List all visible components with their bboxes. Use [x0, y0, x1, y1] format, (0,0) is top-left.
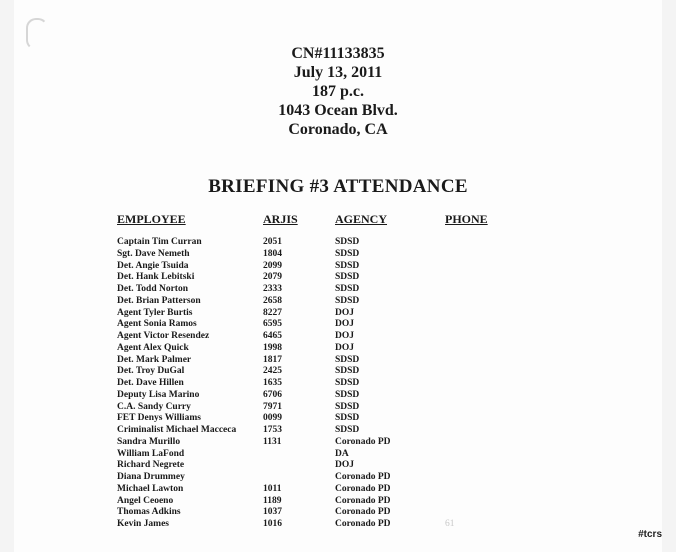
arjis-cell: 1635 — [263, 378, 282, 388]
table-row — [0, 331, 676, 343]
table-row — [0, 390, 676, 402]
table-row — [0, 366, 676, 378]
penal-code: 187 p.c. — [312, 83, 364, 100]
employee-cell: Criminalist Michael Macceca — [117, 425, 237, 435]
table-row — [0, 472, 676, 484]
agency-cell: SDSD — [335, 366, 360, 377]
column-header-phone: PHONE — [445, 212, 488, 226]
arjis-cell: 1131 — [263, 436, 282, 447]
agency-cell: Coronado PD — [335, 436, 391, 447]
employee-cell: Richard Negrete — [117, 460, 185, 471]
employee-cell: Kevin James — [117, 519, 169, 529]
arjis-cell: 2425 — [263, 366, 282, 377]
agency-cell: SDSD — [335, 237, 360, 247]
employee-cell: Agent Sonia Ramos — [117, 319, 197, 330]
arjis-cell: 2333 — [263, 284, 282, 294]
table-row — [0, 284, 676, 296]
arjis-cell: 6706 — [263, 389, 282, 400]
employee-cell: Det. Troy DuGal — [117, 366, 185, 377]
table-row — [0, 343, 676, 355]
table-row — [0, 237, 676, 249]
agency-cell: DOJ — [335, 319, 354, 330]
agency-cell: SDSD — [335, 248, 360, 259]
employee-cell: Captain Tim Curran — [117, 237, 202, 247]
table-row — [0, 249, 676, 261]
agency-cell: SDSD — [335, 401, 360, 412]
agency-cell: SDSD — [335, 272, 360, 283]
table-row — [0, 261, 676, 273]
arjis-cell: 2658 — [263, 295, 282, 306]
agency-cell: SDSD — [335, 389, 360, 400]
agency-cell: SDSD — [335, 425, 360, 435]
table-row — [0, 296, 676, 308]
agency-cell: SDSD — [335, 378, 360, 388]
arjis-cell: 2079 — [263, 272, 282, 283]
column-header-employee: EMPLOYEE — [117, 212, 186, 226]
table-row — [0, 496, 676, 508]
employee-cell: Agent Alex Quick — [117, 342, 189, 353]
case-number: CN#11133835 — [291, 45, 385, 62]
agency-cell: DA — [335, 448, 349, 459]
agency-cell: SDSD — [335, 354, 360, 365]
agency-cell: Coronado PD — [335, 472, 391, 482]
agency-cell: SDSD — [335, 284, 360, 294]
employee-cell: Det. Todd Norton — [117, 284, 188, 294]
agency-cell: Coronado PD — [335, 495, 391, 506]
agency-cell: DOJ — [335, 307, 354, 318]
table-row — [0, 402, 676, 414]
employee-cell: Angel Ceoeno — [117, 495, 174, 506]
employee-cell: FET Denys Williams — [117, 413, 201, 424]
employee-cell: Det. Brian Patterson — [117, 295, 201, 306]
agency-cell: SDSD — [335, 260, 360, 271]
employee-cell: Michael Lawton — [117, 483, 184, 494]
table-row — [0, 460, 676, 472]
table-row — [0, 355, 676, 367]
table-row — [0, 378, 676, 390]
table-row — [0, 272, 676, 284]
page-title: BRIEFING #3 ATTENDANCE — [208, 176, 468, 197]
table-row — [0, 319, 676, 331]
table-row — [0, 519, 676, 531]
table-row — [0, 413, 676, 425]
arjis-cell: 7971 — [263, 401, 282, 412]
employee-cell: Det. Mark Palmer — [117, 354, 192, 365]
employee-cell: Det. Hank Lebitski — [117, 272, 195, 283]
employee-cell: Sgt. Dave Nemeth — [117, 248, 190, 259]
agency-cell: Coronado PD — [335, 519, 391, 529]
document-header — [0, 44, 676, 139]
table-row — [0, 425, 676, 437]
arjis-cell: 1753 — [263, 425, 282, 435]
employee-cell: Deputy Lisa Marino — [117, 389, 200, 400]
arjis-cell: 2051 — [263, 237, 282, 247]
employee-cell: Det. Dave Hillen — [117, 378, 184, 388]
arjis-cell: 1011 — [263, 483, 282, 494]
employee-cell: Agent Tyler Burtis — [117, 307, 193, 318]
column-header-arjis: ARJIS — [263, 212, 298, 226]
agency-cell: Coronado PD — [335, 483, 391, 494]
employee-cell: Sandra Murillo — [117, 436, 181, 447]
agency-cell: SDSD — [335, 295, 360, 306]
employee-cell: Thomas Adkins — [117, 507, 181, 518]
table-row — [0, 449, 676, 461]
table-row — [0, 484, 676, 496]
arjis-cell: 1189 — [263, 495, 282, 506]
column-header-agency: AGENCY — [335, 212, 388, 226]
arjis-cell: 6465 — [263, 331, 282, 341]
agency-cell: DOJ — [335, 331, 354, 341]
agency-cell: SDSD — [335, 413, 360, 424]
arjis-cell: 6595 — [263, 319, 282, 330]
phone-cell: 61 — [445, 519, 455, 529]
arjis-cell: 0099 — [263, 413, 282, 424]
employee-cell: Det. Angie Tsuida — [117, 260, 189, 271]
table-row — [0, 507, 676, 519]
table-row — [0, 308, 676, 320]
arjis-cell: 1804 — [263, 248, 282, 259]
arjis-cell: 1037 — [263, 507, 282, 518]
employee-cell: William LaFond — [117, 448, 185, 459]
employee-cell: C.A. Sandy Curry — [117, 401, 191, 412]
attendance-table — [0, 237, 676, 531]
arjis-cell: 1016 — [263, 519, 282, 529]
address: 1043 Ocean Blvd. — [278, 102, 398, 119]
employee-cell: Diana Drummey — [117, 472, 185, 482]
employee-cell: Agent Victor Resendez — [117, 331, 210, 341]
date: July 13, 2011 — [293, 64, 383, 81]
city: Coronado, CA — [288, 121, 388, 138]
arjis-cell: 8227 — [263, 307, 282, 318]
watermark: #tcrs — [638, 529, 662, 540]
agency-cell: DOJ — [335, 460, 354, 471]
table-row — [0, 437, 676, 449]
arjis-cell: 2099 — [263, 260, 282, 271]
agency-cell: DOJ — [335, 342, 354, 353]
arjis-cell: 1998 — [263, 342, 282, 353]
arjis-cell: 1817 — [263, 354, 282, 365]
agency-cell: Coronado PD — [335, 507, 391, 518]
